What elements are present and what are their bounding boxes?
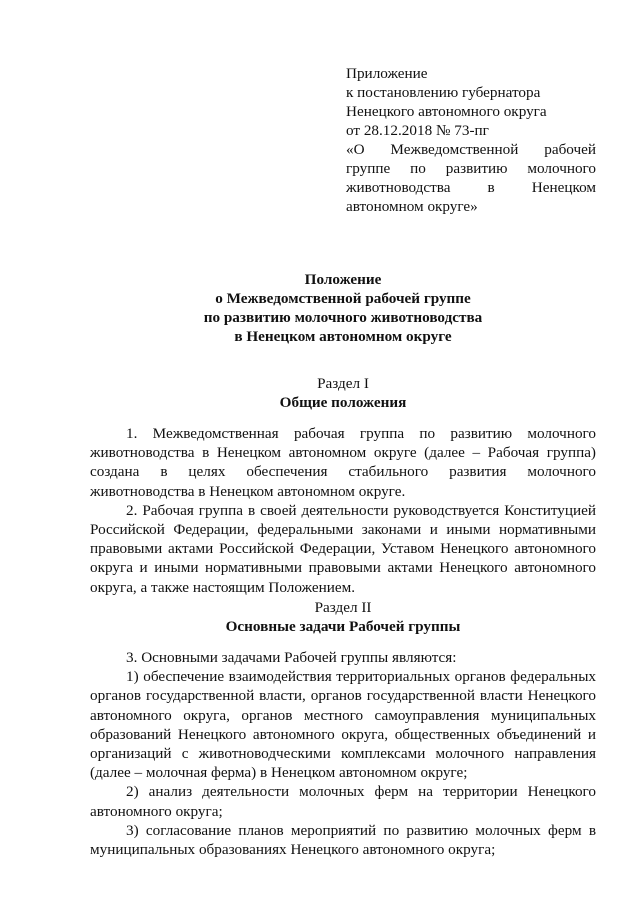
section-label: Раздел I [317,375,369,392]
title-line: Положение [304,271,382,288]
title-line: о Межведомственной рабочей группе [215,290,471,307]
section-1-header [90,374,596,412]
appendix-line: Приложение [346,65,428,82]
paragraph: 2) анализ деятельности молочных ферм на территории Ненецкого автономного округа; [90,783,596,820]
title-line: по развитию молочного животноводства [203,309,483,326]
section-heading: Общие положения [279,394,407,411]
title-line: в Ненецком автономном округе [234,328,452,345]
section-2-header [90,598,596,636]
paragraph: 3. Основными задачами Рабочей группы являются: [126,649,457,666]
document-title [90,270,596,346]
section-2-body [90,648,596,859]
paragraph: 1. Межведомственная рабочая группа по развитию молочного животноводства в Ненецком автономном округе (далее – Рабочая группа) создана в целях обеспечения стабильного развития молочного животноводства в Ненецком автономном округе. [90,425,596,500]
appendix-decree-title: «О Межведомственной рабочей группе по развитию молочного животноводства в Ненецком автономном округе» [346,141,596,215]
section-heading: Основные задачи Рабочей группы [225,618,461,635]
appendix-line: от 28.12.2018 № 73-пг [346,122,489,139]
section-label: Раздел II [314,599,372,616]
appendix-block [346,64,596,216]
section-1-body [90,424,596,597]
paragraph: 2. Рабочая группа в своей деятельности руководствуется Конституцией Российской Федерации, федеральными законами и иными нормативными правовыми актами Российской Федерации, Уставом Ненецкого автономного округа и иными нормативными правовыми актами Ненецкого автономного округа, а также настоящим Положением. [90,501,596,596]
paragraph: 3) согласование планов мероприятий по развитию молочных ферм в муниципальных образованиях Ненецкого автономного округа; [90,821,596,859]
appendix-line: Ненецкого автономного округа [346,103,547,120]
appendix-line: к постановлению губернатора [346,84,541,101]
paragraph: 1) обеспечение взаимодействия территориальных органов федеральных органов государственной власти, органов государственной власти Ненецкого автономного округа, органов местного самоуправления муниципальных образований Ненецкого автономного округа, общественных объединений и организаций с животноводческими комплексами молочного направления (далее – молочная ферма) в Ненецком автономном округе; [90,668,596,782]
